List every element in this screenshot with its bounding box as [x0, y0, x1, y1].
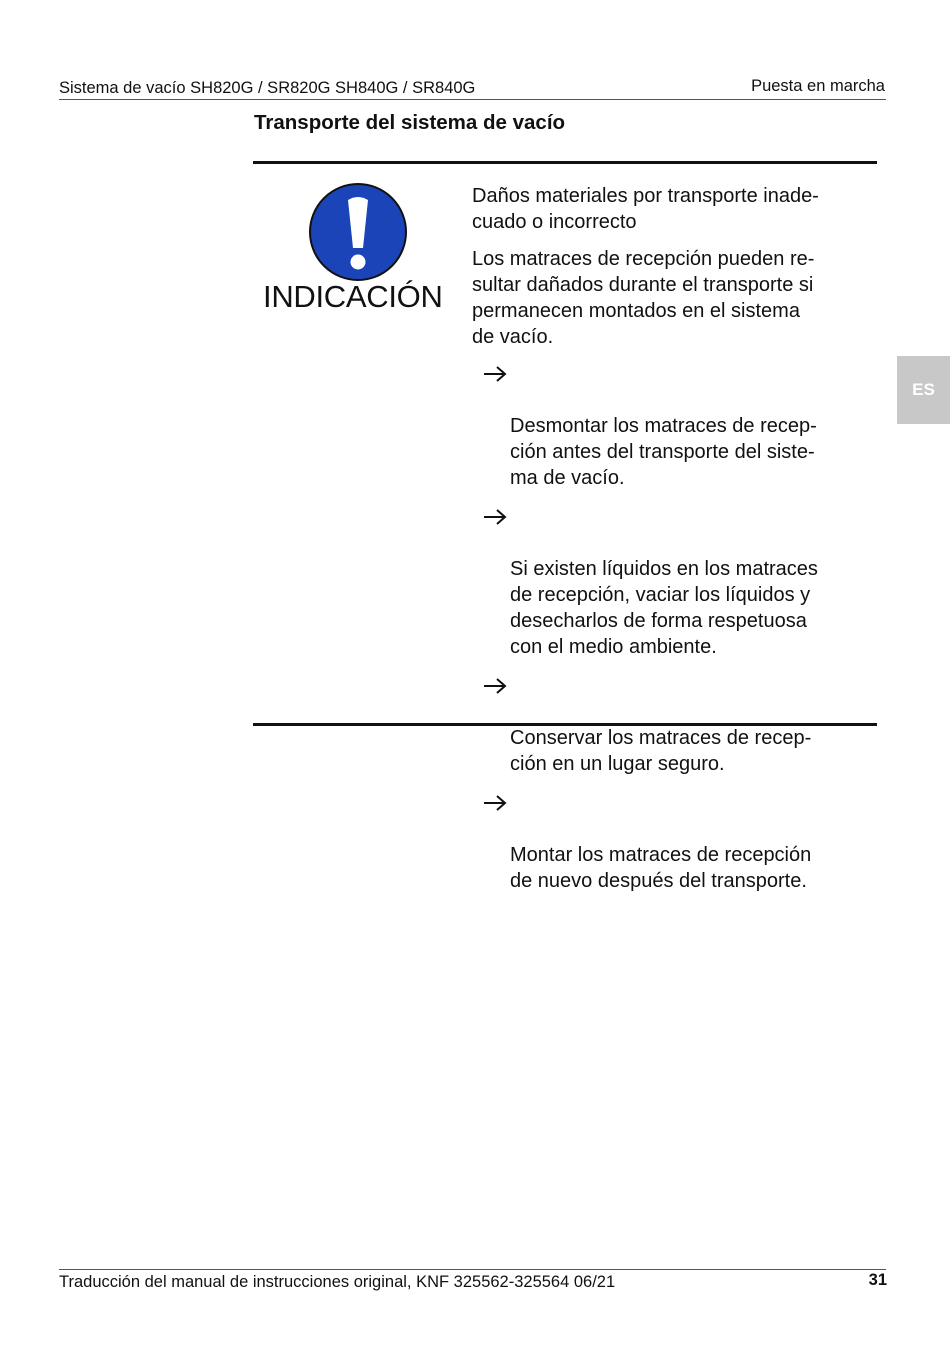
- arrow-right-icon: [483, 795, 509, 811]
- notice-bottom-rule: [253, 723, 877, 726]
- notice-signal-word: INDICACIÓN: [263, 279, 443, 314]
- arrow-right-icon: [483, 678, 509, 694]
- notice-top-rule: [253, 161, 877, 164]
- mandatory-action-exclamation-icon: [308, 182, 408, 282]
- footer-text: Traducción del manual de instrucciones original, KNF 325562-325564 06/21: [59, 1273, 616, 1291]
- section-title: Transporte del sistema de vacío: [254, 111, 566, 134]
- language-tab: ES: [897, 356, 950, 424]
- notice-step-text: Conservar los matraces de recep- ción en un lugar seguro.: [510, 727, 812, 775]
- notice-step-text: Montar los matraces de recepción de nuevo después del transporte.: [510, 844, 812, 892]
- notice-step: [483, 361, 867, 491]
- footer-divider: [59, 1269, 886, 1270]
- header-divider: [59, 99, 886, 100]
- notice-step-text: Si existen líquidos en los matraces de recepción, vaciar los líquidos y desecharlos de forma respetuosa con el medio ambiente.: [510, 558, 818, 658]
- notice-body: [472, 183, 867, 907]
- header-chapter-title: Puesta en marcha: [751, 77, 885, 95]
- notice-step-text: Desmontar los matraces de recep- ción antes del transporte del siste- ma de vacío.: [510, 415, 817, 489]
- header-document-title: Sistema de vacío SH820G / SR820G SH840G / SR840G: [59, 79, 476, 97]
- notice-step: [483, 790, 867, 894]
- page-number: 31: [868, 1271, 887, 1289]
- arrow-right-icon: [483, 366, 509, 382]
- notice-step: [483, 504, 867, 660]
- arrow-right-icon: [483, 509, 509, 525]
- notice-steps-list: [472, 361, 867, 894]
- notice-description: Los matraces de recepción pueden re- sultar dañados durante el transporte si permanecen montados en el sistema de vacío.: [472, 248, 815, 348]
- notice-heading: Daños materiales por transporte inade- cuado o incorrecto: [472, 185, 819, 233]
